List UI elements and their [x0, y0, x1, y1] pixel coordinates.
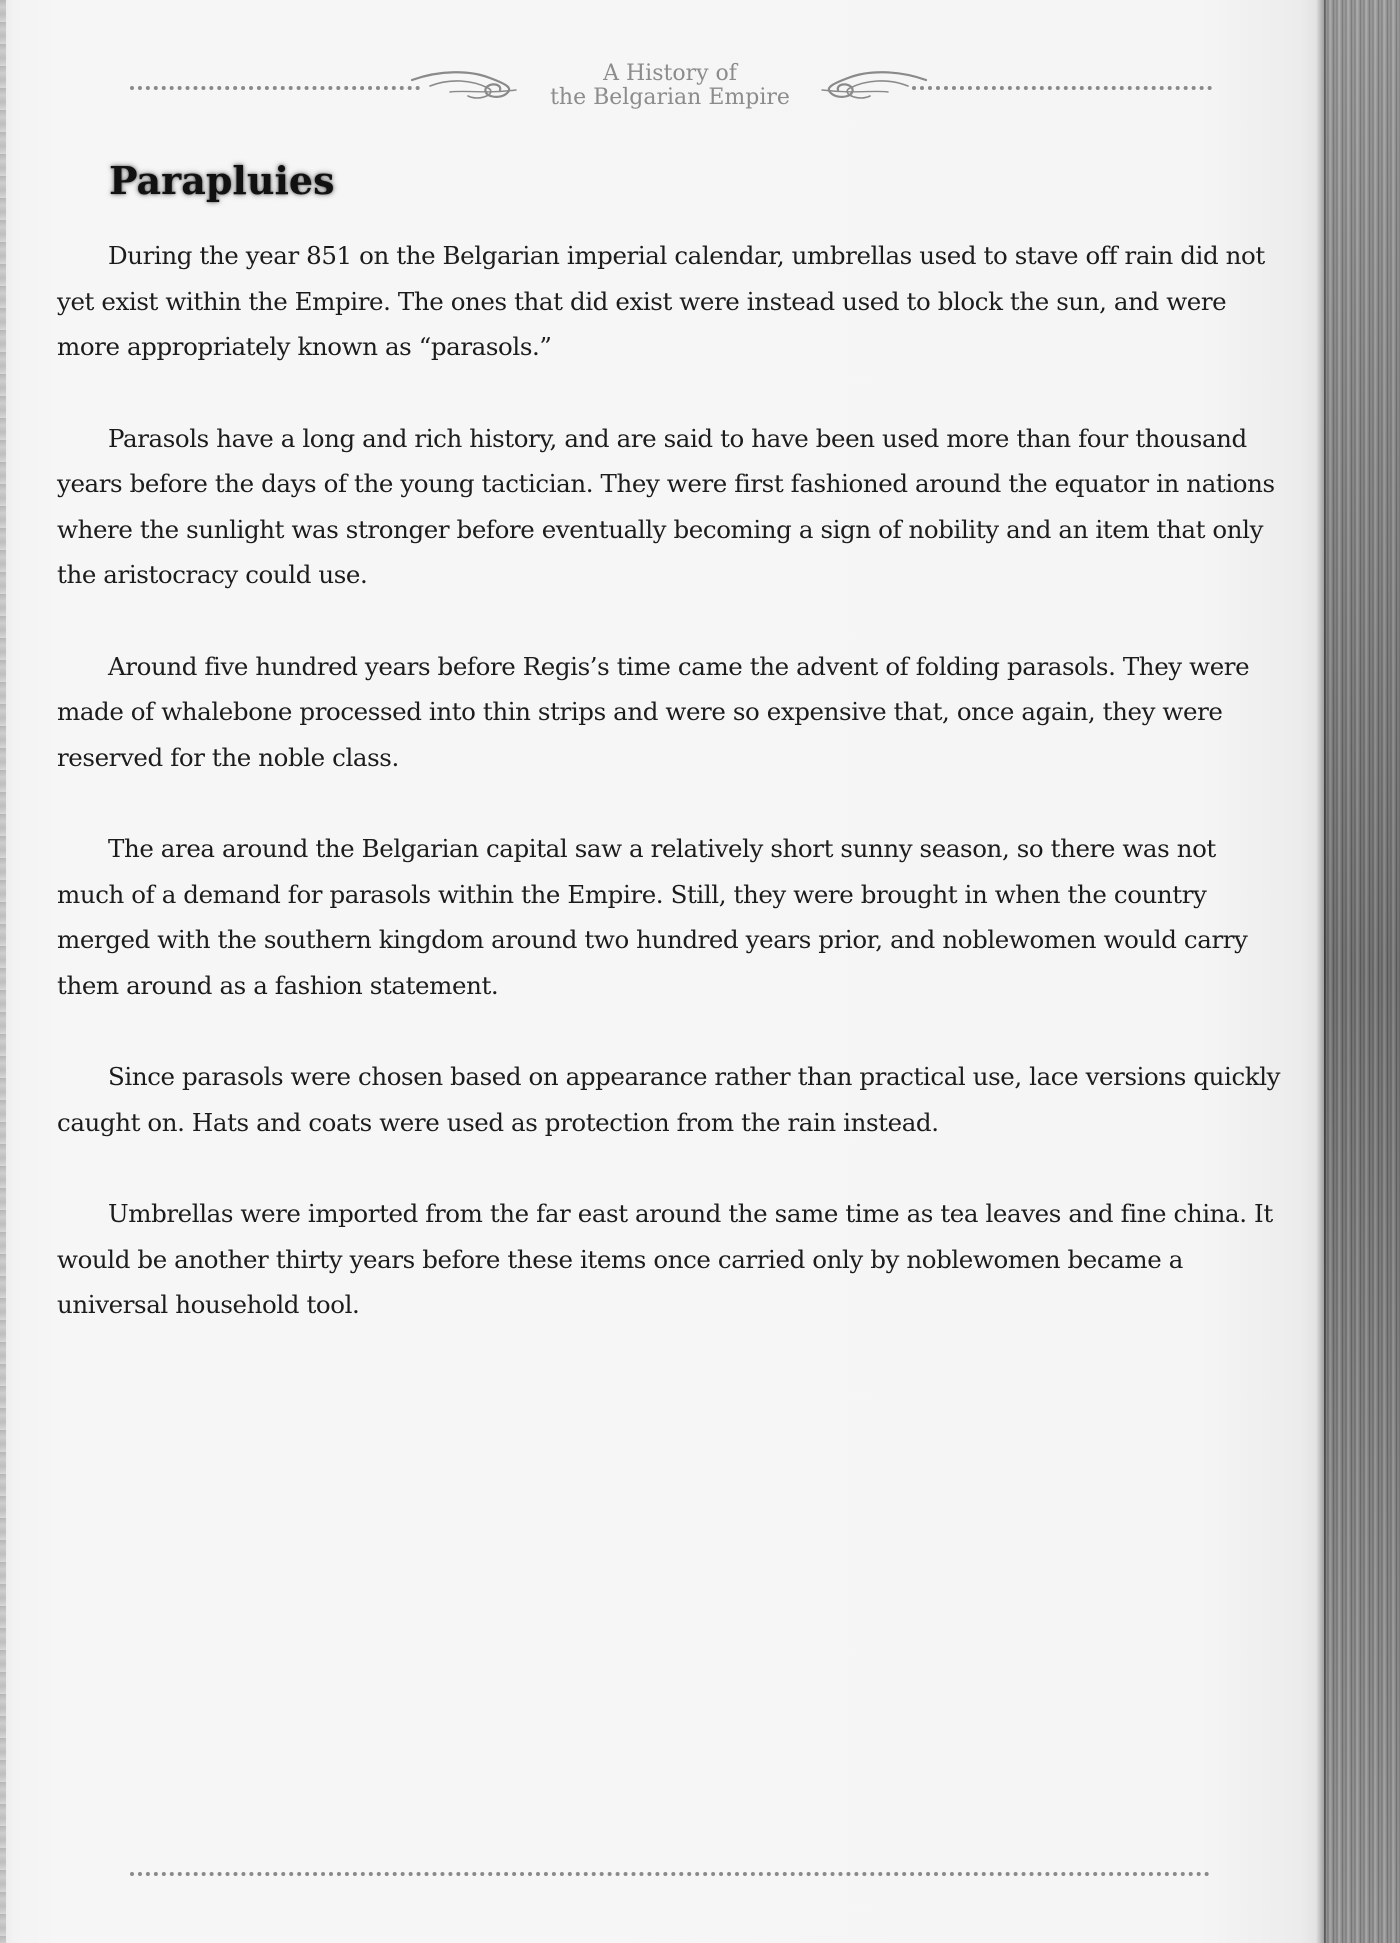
book-page-edges — [1324, 0, 1400, 1943]
paragraph: During the year 851 on the Belgarian imperial calendar, umbrellas used to stave off rain did not yet exist within the Empire. The ones that did exist were instead used to block the sun, and were more appropriately known as “parasols.” — [57, 241, 1265, 361]
article — [57, 155, 1287, 1374]
running-title-line-1: A History of — [603, 61, 737, 86]
paragraph: Umbrellas were imported from the far east around the same time as tea leaves and fine china. It would be another thirty years before these items once carried only by noblewomen became a universal household tool. — [57, 1199, 1273, 1319]
section-heading: Parapluies — [109, 158, 335, 203]
paragraph: Parasols have a long and rich history, and are said to have been used more than four thousand years before the days of the young tactician. They were first fashioned around the equator in nations where the sunlight was stronger before eventually becoming a sign of nobility and an item that only the aristocracy could use. — [57, 423, 1275, 589]
running-title — [540, 62, 800, 110]
header-dotted-rule-left — [130, 86, 420, 90]
footer-dotted-rule — [130, 1872, 1210, 1876]
running-title-line-2: the Belgarian Empire — [550, 85, 790, 110]
header-dotted-rule-right — [912, 86, 1212, 90]
scroll-flourish-icon — [410, 66, 520, 106]
page-left-edge — [0, 0, 6, 1943]
paragraph: The area around the Belgarian capital saw a relatively short sunny season, so there was not much of a demand for parasols within the Empire. Still, they were brought in when the country merged with the southern kingdom around two hundred years prior, and noblewomen would carry them around as a fashion statement. — [57, 834, 1248, 1000]
running-header — [0, 58, 1324, 128]
paragraph: Around five hundred years before Regis’s time came the advent of folding parasols. They were made of whalebone processed into thin strips and were so expensive that, once again, they were reserved for the noble class. — [57, 651, 1250, 772]
paragraph: Since parasols were chosen based on appearance rather than practical use, lace versions quickly caught on. Hats and coats were used as protection from the rain instead. — [57, 1062, 1281, 1137]
